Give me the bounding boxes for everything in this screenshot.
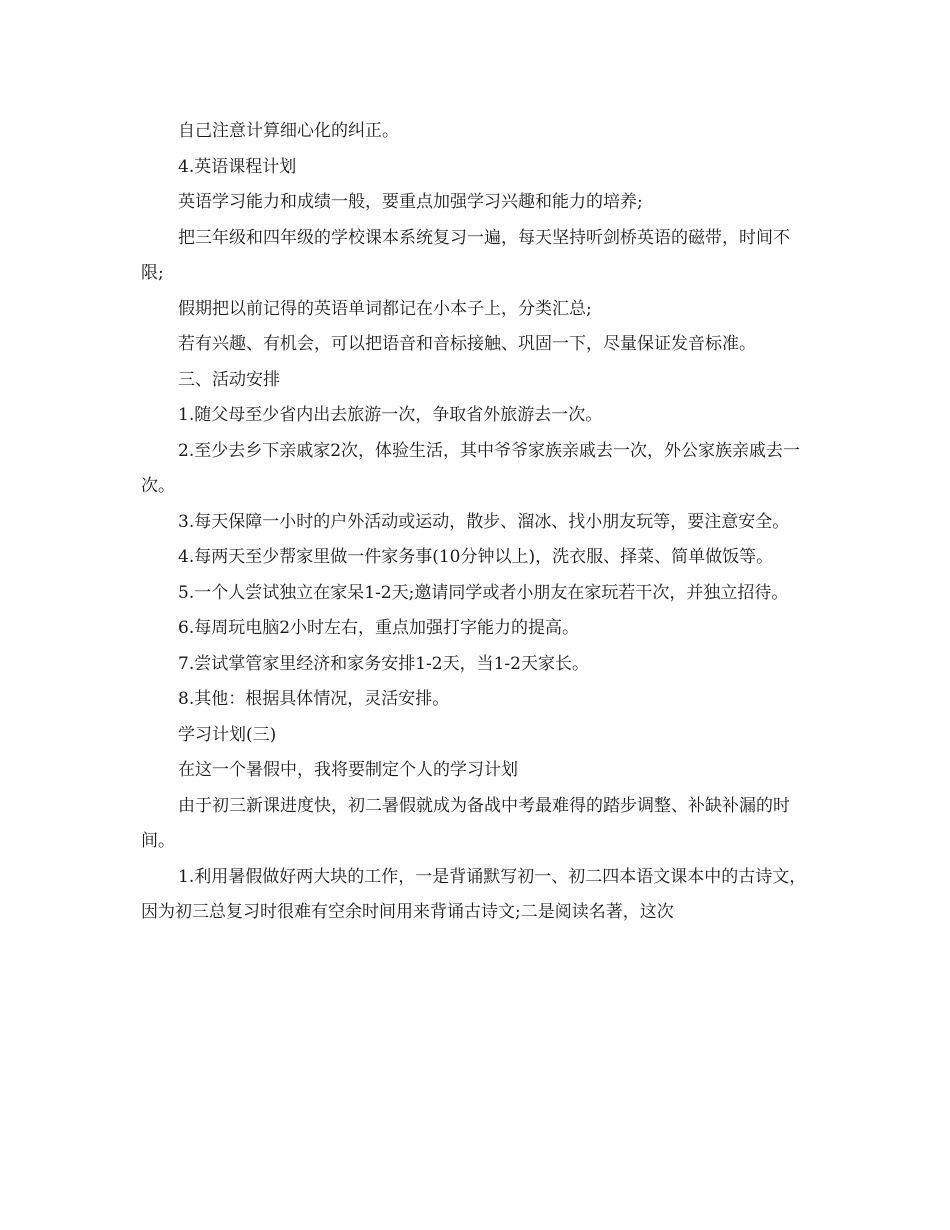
paragraph-plan-item-1: 1.利用暑假做好两大块的工作，一是背诵默写初一、初二四本语文课本中的古诗文，因为初三总复习时很难有空余时间用来背诵古诗文;二是阅读名著，这次 (141, 866, 807, 922)
activity-item-5: 5.一个人尝试独立在家呆1-2天;邀请同学或者小朋友在家玩若干次，并独立招待。 (178, 582, 789, 603)
activity-item-1: 1.随父母至少省内出去旅游一次，争取省外旅游去一次。 (178, 405, 603, 425)
heading-activities: 三、活动安排 (178, 369, 280, 390)
activity-item-8: 8.其他：根据具体情况，灵活安排。 (178, 689, 450, 709)
activity-item-7: 7.尝试掌管家里经济和家务安排1-2天，当1-2天家长。 (178, 653, 589, 674)
document-page (141, 114, 811, 931)
heading-study-plan-3: 学习计划(三) (178, 724, 277, 745)
paragraph-plan-intro: 在这一个暑假中，我将要制定个人的学习计划 (178, 760, 518, 780)
paragraph-english-phonetics: 若有兴趣、有机会，可以把语音和音标接触、巩固一下，尽量保证发音标准。 (178, 334, 756, 354)
activity-item-3: 3.每天保障一小时的户外活动或运动，散步、溜冰、找小朋友玩等，要注意安全。 (178, 511, 790, 532)
paragraph-calc-correction: 自己注意计算细心化的纠正。 (178, 121, 399, 141)
activity-item-2: 2.至少去乡下亲戚家2次，体验生活，其中爷爷家族亲戚去一次，外公家族亲戚去一次。 (141, 440, 801, 496)
paragraph-english-ability: 英语学习能力和成绩一般，要重点加强学习兴趣和能力的培养; (178, 192, 643, 212)
heading-english-plan: 4.英语课程计划 (178, 156, 297, 177)
paragraph-plan-reason: 由于初三新课进度快，初二暑假就成为备战中考最难得的踏步调整、补缺补漏的时间。 (141, 795, 790, 851)
activity-item-4: 4.每两天至少帮家里做一件家务事(10分钟以上)，洗衣服、择菜、简单做饭等。 (178, 547, 774, 567)
paragraph-english-review: 把三年级和四年级的学校课本系统复习一遍，每天坚持听剑桥英语的磁带，时间不限; (141, 227, 790, 283)
activity-item-6: 6.每周玩电脑2小时左右，重点加强打字能力的提高。 (178, 618, 580, 638)
paragraph-english-words: 假期把以前记得的英语单词都记在小本子上，分类汇总; (178, 298, 592, 319)
